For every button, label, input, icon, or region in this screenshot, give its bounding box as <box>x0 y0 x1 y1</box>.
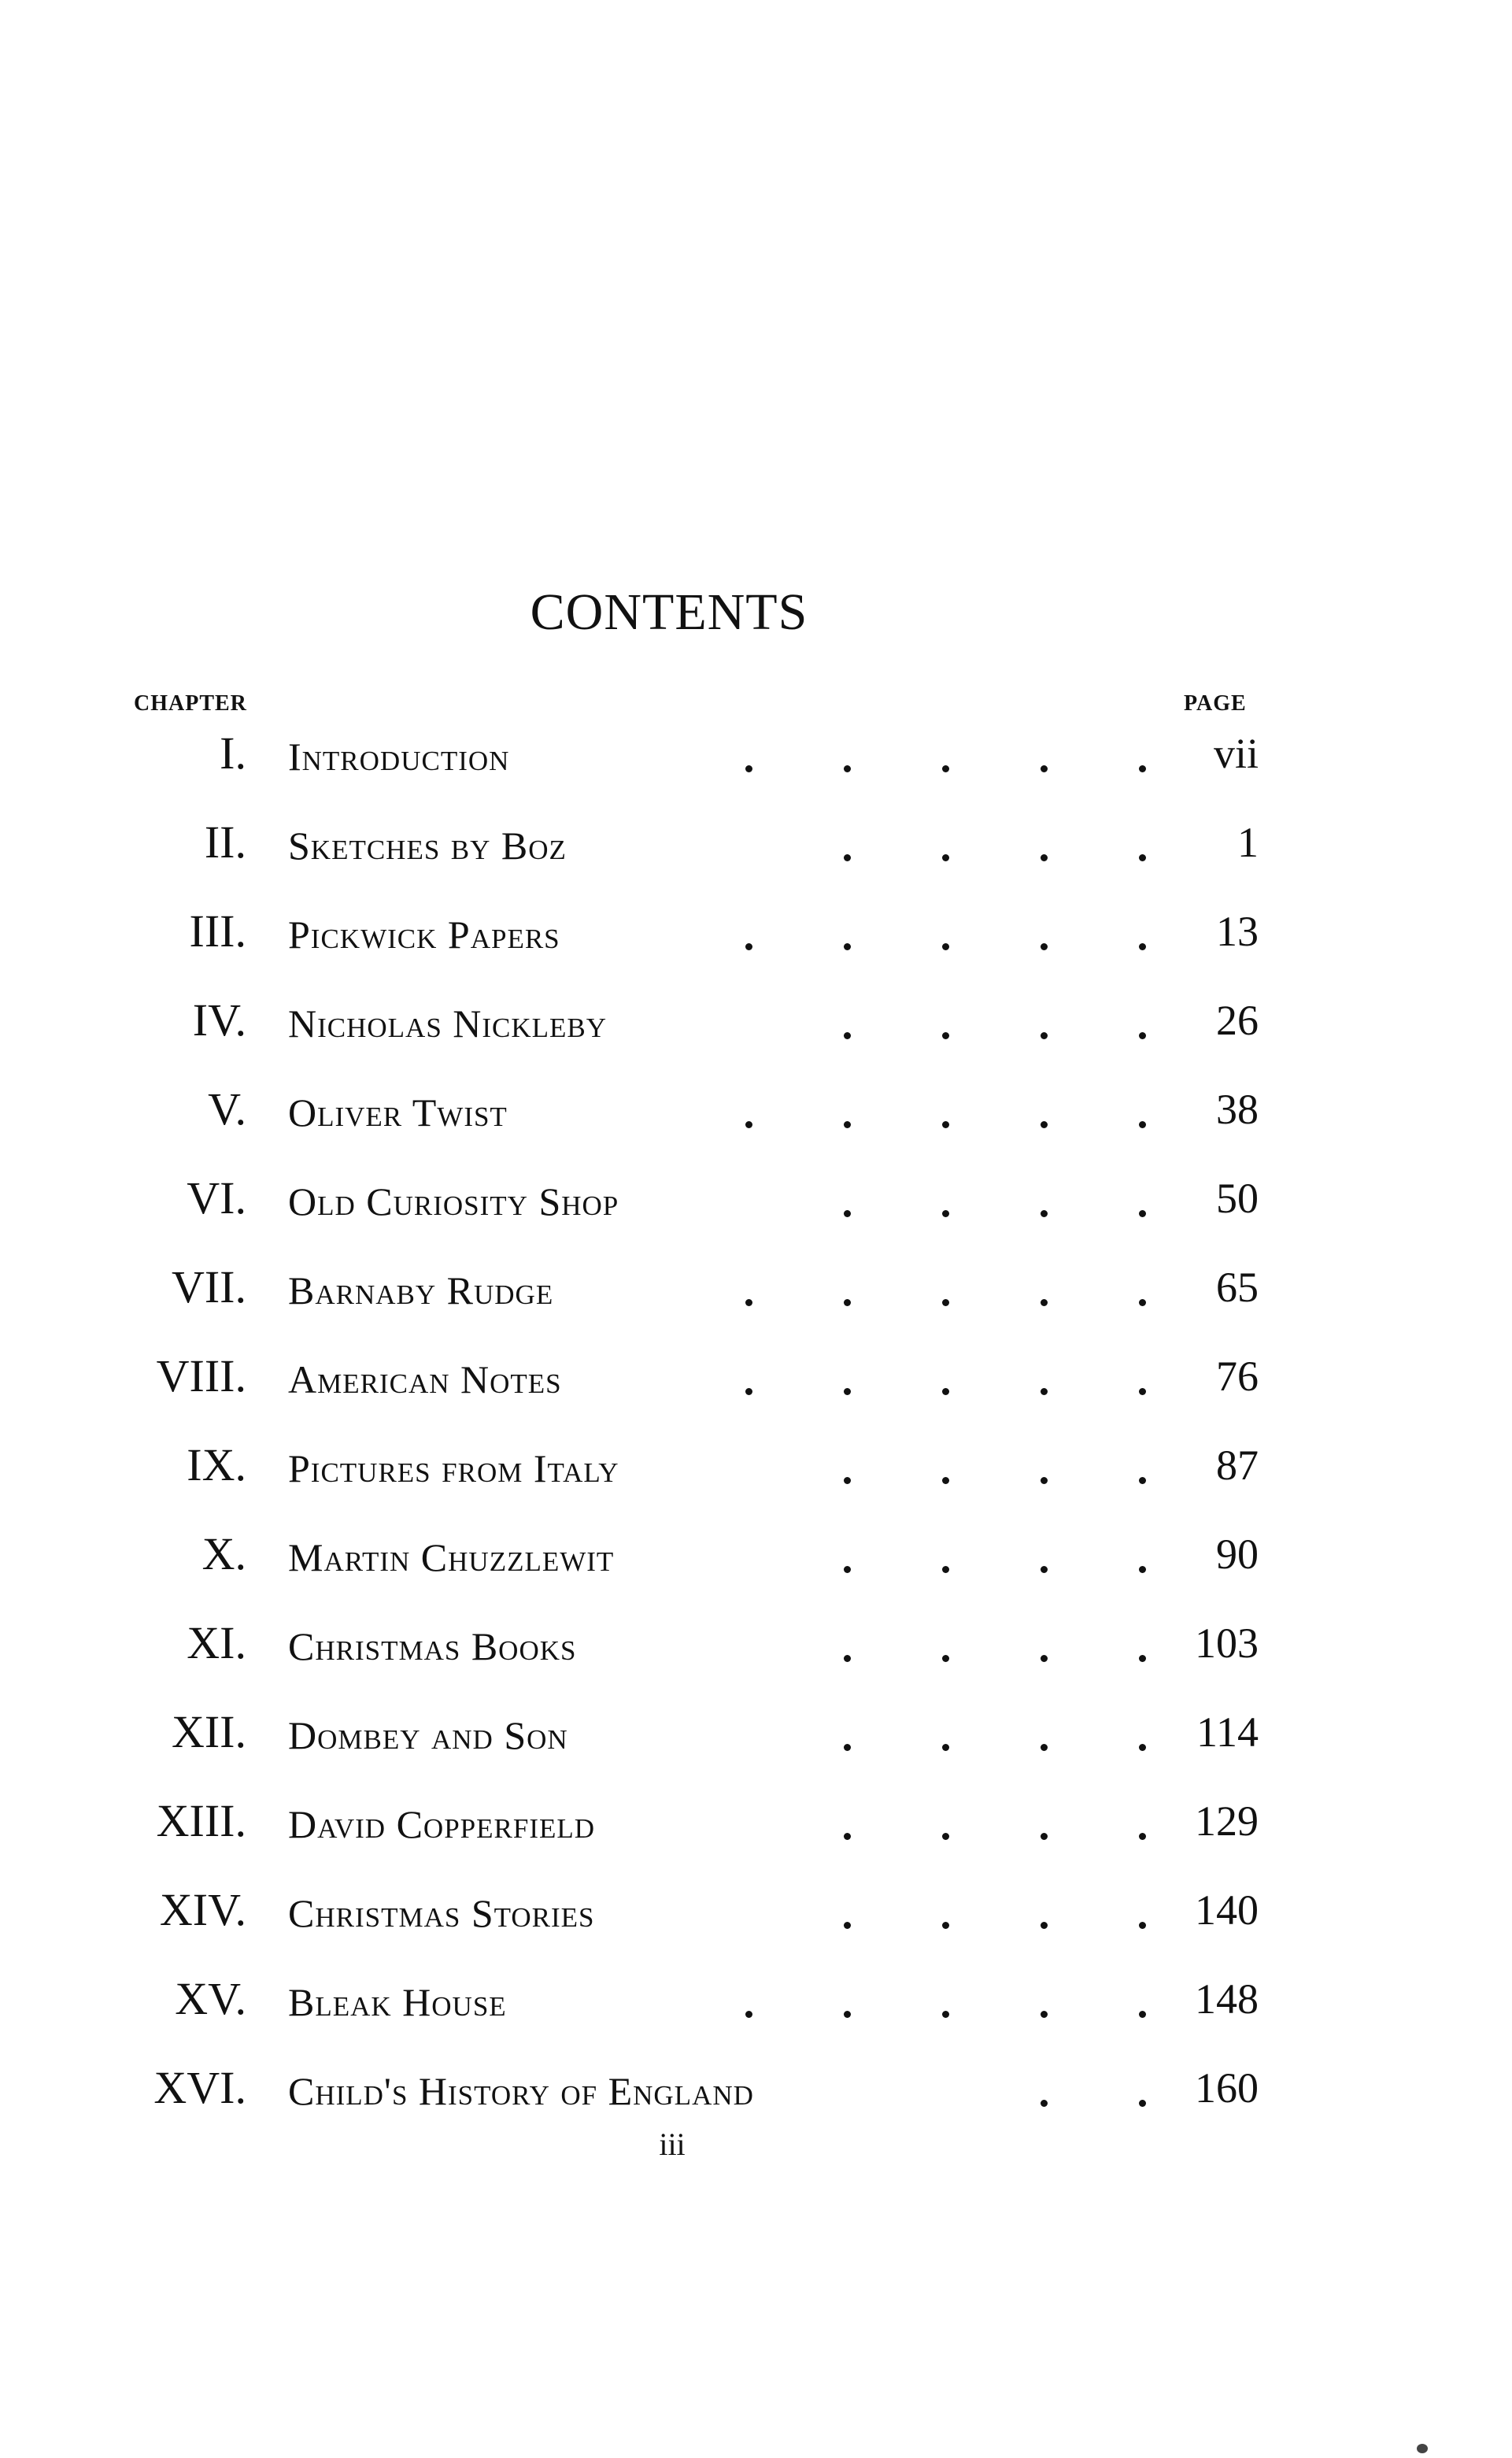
page-number: 90 <box>1216 1531 1259 1578</box>
leader-dot <box>1139 1032 1146 1039</box>
page-number: 38 <box>1216 1086 1259 1133</box>
chapter-title: Dombey and Son <box>288 1713 568 1757</box>
leader-dot <box>1139 1833 1146 1840</box>
leader-dot <box>942 1655 949 1662</box>
chapter-title: Child's History of England <box>288 2069 754 2113</box>
ink-speck <box>1417 2444 1428 2453</box>
contents-entry <box>0 894 1512 983</box>
contents-entry <box>0 1784 1512 1873</box>
contents-entry <box>0 1873 1512 1962</box>
leader-dot <box>1041 1833 1048 1840</box>
page-number: 129 <box>1195 1797 1259 1845</box>
leader-dot <box>844 1744 851 1751</box>
leader-dot <box>942 1299 949 1306</box>
contents-list <box>0 716 1512 2140</box>
leader-dot <box>1139 765 1146 772</box>
dot-leader <box>664 1186 1146 1218</box>
leader-dot <box>1139 854 1146 861</box>
contents-entry <box>0 1072 1512 1161</box>
chapter-title: Old Curiosity Shop <box>288 1179 619 1223</box>
dot-leader <box>664 1098 1146 1129</box>
leader-dot <box>745 765 752 772</box>
leader-dot <box>1139 2100 1146 2107</box>
contents-entry <box>0 983 1512 1072</box>
dot-leader <box>664 1720 1146 1752</box>
leader-dot <box>745 1388 752 1395</box>
leader-dot <box>844 1566 851 1573</box>
leader-dot <box>1139 1388 1146 1395</box>
leader-dot <box>1041 1655 1048 1662</box>
contents-entry <box>0 1606 1512 1695</box>
leader-dot <box>942 1210 949 1217</box>
page-column-header: PAGE <box>1184 691 1247 716</box>
chapter-number: VI. <box>187 1172 246 1223</box>
chapter-number: XIII. <box>156 1795 246 1846</box>
leader-dot <box>1041 2011 1048 2018</box>
page-number: 26 <box>1216 997 1259 1044</box>
chapter-title: American Notes <box>288 1357 562 1401</box>
leader-dot <box>1139 1477 1146 1484</box>
dot-leader <box>664 920 1146 951</box>
chapter-title: Barnaby Rudge <box>288 1268 554 1312</box>
leader-dot <box>942 1388 949 1395</box>
contents-entry <box>0 716 1512 805</box>
chapter-title: Nicholas Nickleby <box>288 1001 608 1046</box>
leader-dot <box>942 1922 949 1929</box>
chapter-number: I. <box>220 727 246 779</box>
chapter-title: Oliver Twist <box>288 1090 508 1135</box>
chapter-number: XVI. <box>153 2062 246 2113</box>
contents-entry <box>0 1339 1512 1428</box>
page-number: 1 <box>1237 819 1259 866</box>
contents-entry <box>0 1250 1512 1339</box>
leader-dot <box>1139 943 1146 950</box>
chapter-title: Martin Chuzzlewit <box>288 1535 615 1579</box>
leader-dot <box>1041 1477 1048 1484</box>
chapter-number: II. <box>204 816 246 868</box>
chapter-number: IV. <box>192 994 246 1046</box>
page-title: CONTENTS <box>530 583 808 641</box>
contents-entry <box>0 1517 1512 1606</box>
leader-dot <box>1041 1210 1048 1217</box>
leader-dot <box>942 765 949 772</box>
dot-leader <box>664 831 1146 862</box>
chapter-number: IX. <box>187 1439 246 1490</box>
chapter-number: XV. <box>175 1973 246 2024</box>
leader-dot <box>844 1655 851 1662</box>
dot-leader <box>664 2076 1146 2108</box>
page-number: 114 <box>1196 1708 1259 1756</box>
chapter-number: XIV. <box>159 1884 246 1935</box>
leader-dot <box>942 854 949 861</box>
leader-dot <box>745 2011 752 2018</box>
leader-dot <box>942 1566 949 1573</box>
leader-dot <box>1139 1121 1146 1128</box>
chapter-number: VII. <box>171 1261 246 1312</box>
chapter-number: III. <box>189 905 246 957</box>
leader-dot <box>1041 1121 1048 1128</box>
leader-dot <box>1041 1299 1048 1306</box>
leader-dot <box>942 1032 949 1039</box>
leader-dot <box>844 1299 851 1306</box>
dot-leader <box>664 1364 1146 1396</box>
leader-dot <box>942 2011 949 2018</box>
dot-leader <box>664 1453 1146 1485</box>
leader-dot <box>844 1922 851 1929</box>
leader-dot <box>1139 1566 1146 1573</box>
leader-dot <box>844 943 851 950</box>
leader-dot <box>844 1121 851 1128</box>
contents-entry <box>0 1962 1512 2051</box>
leader-dot <box>942 1121 949 1128</box>
chapter-number: XI. <box>187 1617 246 1668</box>
chapter-number: X. <box>201 1528 246 1579</box>
contents-entry <box>0 1428 1512 1517</box>
dot-leader <box>664 1542 1146 1574</box>
chapter-title: David Copperfield <box>288 1802 596 1846</box>
leader-dot <box>1139 1744 1146 1751</box>
leader-dot <box>1041 943 1048 950</box>
contents-entry <box>0 805 1512 894</box>
contents-entry <box>0 1161 1512 1250</box>
leader-dot <box>1041 1922 1048 1929</box>
leader-dot <box>1139 2011 1146 2018</box>
leader-dot <box>1041 765 1048 772</box>
page-number: 103 <box>1195 1620 1259 1667</box>
chapter-title: Introduction <box>288 735 510 779</box>
chapter-number: V. <box>208 1083 246 1135</box>
dot-leader <box>664 1987 1146 2019</box>
chapter-number: VIII. <box>156 1350 246 1401</box>
leader-dot <box>844 1833 851 1840</box>
leader-dot <box>942 1477 949 1484</box>
leader-dot <box>942 943 949 950</box>
chapter-title: Pickwick Papers <box>288 912 560 957</box>
leader-dot <box>1041 1388 1048 1395</box>
dot-leader <box>664 1898 1146 1930</box>
leader-dot <box>844 2011 851 2018</box>
leader-dot <box>844 1477 851 1484</box>
leader-dot <box>844 854 851 861</box>
page-number: 13 <box>1216 908 1259 955</box>
page-number: 65 <box>1216 1264 1259 1311</box>
dot-leader <box>664 1631 1146 1663</box>
page-number: 87 <box>1216 1442 1259 1489</box>
leader-dot <box>844 1032 851 1039</box>
leader-dot <box>1041 1744 1048 1751</box>
dot-leader <box>664 1275 1146 1307</box>
dot-leader <box>664 1009 1146 1040</box>
leader-dot <box>745 1299 752 1306</box>
leader-dot <box>942 1744 949 1751</box>
leader-dot <box>844 1388 851 1395</box>
page-number: 140 <box>1195 1886 1259 1934</box>
dot-leader <box>664 1809 1146 1841</box>
chapter-title: Bleak House <box>288 1980 507 2024</box>
chapter-column-header: CHAPTER <box>134 691 247 716</box>
leader-dot <box>1041 1566 1048 1573</box>
leader-dot <box>1139 1922 1146 1929</box>
leader-dot <box>1041 854 1048 861</box>
page-number: 160 <box>1195 2064 1259 2112</box>
leader-dot <box>1139 1655 1146 1662</box>
leader-dot <box>745 1121 752 1128</box>
contents-entry <box>0 1695 1512 1784</box>
chapter-title: Sketches by Boz <box>288 824 567 868</box>
dot-leader <box>664 742 1146 773</box>
leader-dot <box>1041 2100 1048 2107</box>
page-number: 50 <box>1216 1175 1259 1222</box>
chapter-number: XII. <box>171 1706 246 1757</box>
leader-dot <box>745 943 752 950</box>
page-number: vii <box>1213 730 1259 777</box>
chapter-title: Pictures from Italy <box>288 1446 619 1490</box>
page-number: 148 <box>1195 1975 1259 2023</box>
chapter-title: Christmas Books <box>288 1624 577 1668</box>
chapter-title: Christmas Stories <box>288 1891 595 1935</box>
leader-dot <box>1041 1032 1048 1039</box>
leader-dot <box>1139 1299 1146 1306</box>
leader-dot <box>844 1210 851 1217</box>
folio: iii <box>659 2127 686 2162</box>
page-number: 76 <box>1216 1353 1259 1400</box>
leader-dot <box>844 765 851 772</box>
leader-dot <box>942 1833 949 1840</box>
leader-dot <box>1139 1210 1146 1217</box>
